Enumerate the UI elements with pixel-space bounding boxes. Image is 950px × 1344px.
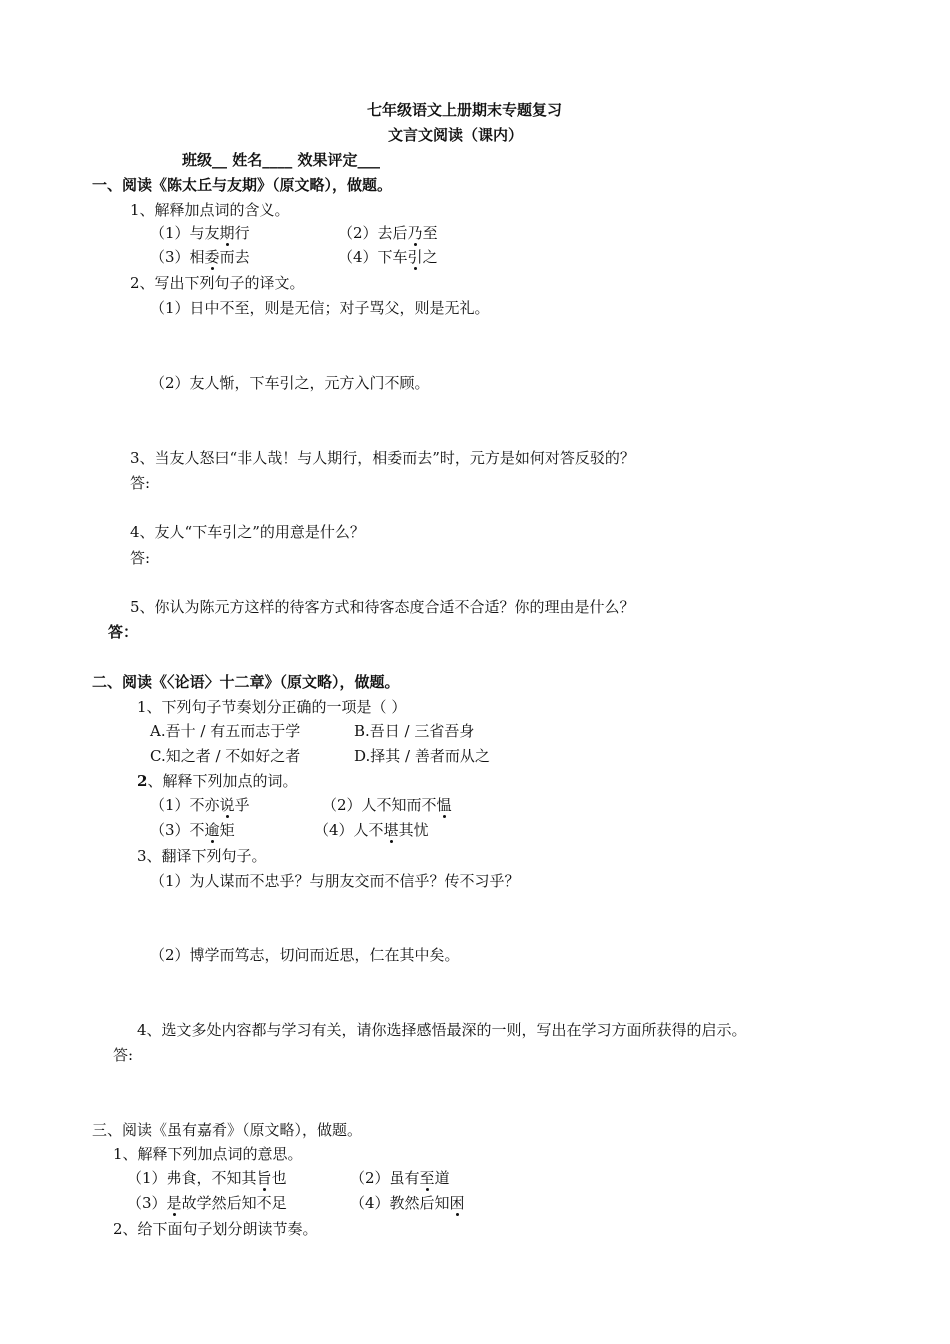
- s1-q5-answer: 答：: [108, 623, 139, 641]
- section-2-heading: 二、阅读《〈论语〉十二章》（原文略），做题。: [92, 673, 400, 691]
- s3-question-2: 2、给下面句子划分朗读节奏。: [113, 1220, 318, 1238]
- section-3-heading: 三、阅读《虽有嘉肴》（原文略），做题。: [92, 1121, 363, 1139]
- s1-q4-answer: 答:: [130, 549, 151, 567]
- s2-q1-option-a: A.吾十 / 有五而志于学: [150, 722, 301, 740]
- s1-question-4: 4、友人“下车引之”的用意是什么？: [130, 523, 365, 541]
- s1-question-5: 5、你认为陈元方这样的待客方式和待客态度合适不合适？你的理由是什么？: [130, 598, 635, 616]
- s1-q1-item-4: （4）下车引之: [338, 248, 438, 266]
- s2-question-4: 4、选文多处内容都与学习有关，请你选择感悟最深的一则，写出在学习方面所获得的启示。: [137, 1021, 747, 1039]
- s2-q3-sentence-1: （1）为人谋而不忠乎？与朋友交而不信乎？传不习乎？: [150, 872, 520, 890]
- s1-q1-item-1: （1）与友期行: [150, 224, 250, 242]
- s1-question-2: 2、写出下列句子的译文。: [130, 274, 305, 292]
- s2-q1-option-d: D.择其 / 善者而从之: [354, 747, 490, 765]
- s1-question-3: 3、当友人怒曰“非人哉！与人期行，相委而去”时，元方是如何对答反驳的？: [130, 449, 635, 467]
- s2-q2-item-4: （4）人不堪其忧: [314, 821, 429, 839]
- s2-q2-item-2: （2）人不知而不愠: [322, 796, 452, 814]
- s2-q2-item-3: （3）不逾矩: [150, 821, 235, 839]
- s2-question-3: 3、翻译下列句子。: [137, 847, 267, 865]
- s3-q1-item-1: （1）弗食，不知其旨也: [127, 1169, 287, 1187]
- s2-q3-sentence-2: （2）博学而笃志，切问而近思，仁在其中矣。: [150, 946, 460, 964]
- page-title: 七年级语文上册期末专题复习: [367, 101, 563, 119]
- student-info-line: 班级__ 姓名____ 效果评定___: [182, 151, 380, 169]
- s2-question-1: 1、下列句子节奏划分正确的一项是（ ）: [137, 698, 407, 716]
- s2-q2-item-1: （1）不亦说乎: [150, 796, 250, 814]
- s2-q1-option-b: B.吾日 / 三省吾身: [354, 722, 475, 740]
- page-subtitle: 文言文阅读（课内）: [388, 126, 524, 144]
- s2-q1-option-c: C.知之者 / 不如好之者: [150, 747, 301, 765]
- s3-q1-item-4: （4）教然后知困: [350, 1194, 465, 1212]
- section-1-heading: 一、阅读《陈太丘与友期》（原文略），做题。: [92, 176, 393, 194]
- s2-q4-answer: 答:: [113, 1046, 134, 1064]
- s2-question-2: 2、解释下列加点的词。: [137, 772, 298, 790]
- s1-q3-answer: 答:: [130, 474, 151, 492]
- s3-q1-item-3: （3）是故学然后知不足: [127, 1194, 287, 1212]
- s1-q1-item-2: （2）去后乃至: [338, 224, 438, 242]
- s3-question-1: 1、解释下列加点词的意思。: [113, 1145, 303, 1163]
- s1-q2-sentence-1: （1）日中不至，则是无信；对子骂父，则是无礼。: [150, 299, 490, 317]
- s3-q1-item-2: （2）虽有至道: [350, 1169, 450, 1187]
- s1-q2-sentence-2: （2）友人惭，下车引之，元方入门不顾。: [150, 374, 430, 392]
- s1-question-1: 1、解释加点词的含义。: [130, 201, 290, 219]
- s1-q1-item-3: （3）相委而去: [150, 248, 250, 266]
